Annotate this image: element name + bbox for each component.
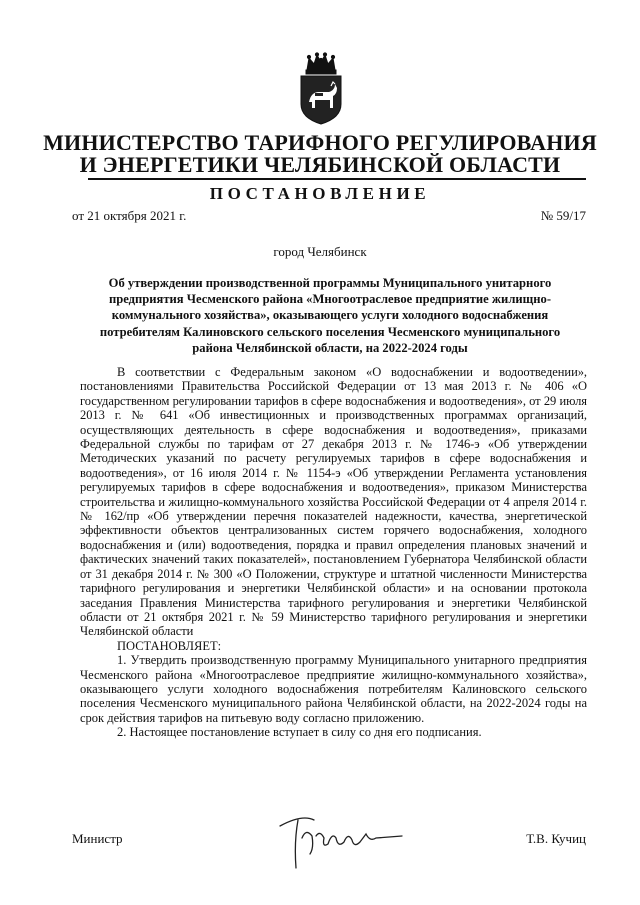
- resolution-item-2: 2. Настоящее постановление вступает в силу со дня его подписания.: [117, 725, 482, 740]
- signatory-role: Министр: [72, 831, 123, 846]
- document-number: № 59/17: [540, 208, 586, 223]
- document-city: город Челябинск: [273, 244, 367, 259]
- coat-of-arms-icon: [295, 52, 347, 126]
- header-divider: [88, 178, 586, 180]
- signatory-name: Т.В. Кучиц: [526, 831, 586, 846]
- ministry-name-line1: МИНИСТЕРСТВО ТАРИФНОГО РЕГУЛИРОВАНИЯ: [43, 130, 597, 155]
- preamble-paragraph: В соответствии с Федеральным законом «О водоснабжении и водоотведении», постановлениями Правительства Российской Федерации от 13 мая 2013 г. № 406 «О государственном регулировании тарифов в сфере водоснабжения и водоотведения», от 29 июля 2013 г. № 641 «Об инвестиционных и производственных программах организаций, осуществляющих деятельность в сфере водоснабжения и водоотведения», приказами Федеральной службы по тарифам от 27 декабря 2013 г. № 1746-э «Об утверждении Методических указаний по расчету регулируемых тарифов в сфере водоснабжения и водоотведения», от 16 июля 2014 г. № 1154-э «Об утверждении Регламента установления регулируемых тарифов в сфере водоснабжения и водоотведения», приказом Министерства строительства и жилищно-коммунального хозяйства Российской Федерации от 4 апреля 2014 г. № 162/пр «Об утверждении перечня показателей надежности, качества, энергетической эффективности объектов централизованных систем горячего водоснабжения, холодного водоснабжения и (или) водоотведения, порядка и правил определения плановых значений и фактических значений таких показателей», постановлением Губернатора Челябинской области от 31 декабря 2014 г. № 300 «О Положении, структуре и штатной численности Министерства тарифного регулирования и энергетики Челябинской области» и на основании протокола заседания Правления Министерства тарифного регулирования и энергетики Челябинской области от 21 октября 2021 г. № 59 Министерство тарифного регулирования и энергетики Челябинской области: [80, 365, 587, 639]
- handwritten-signature: [272, 808, 412, 872]
- resolution-item-1: 1. Утвердить производственную программу Муниципального унитарного предприятия Чесменского района «Многоотраслевое предприятие жилищно-коммунального хозяйства», оказывающего услуги холодного водоснабжения потребителям Калиновского сельского поселения Чесменского муниципального района Челябинской области, на 2022-2024 годы на срок действия тарифов на питьевую воду согласно приложению.: [80, 653, 587, 725]
- document-subject: Об утверждении производственной программы Муниципального унитарного предприятия Чесменского района «Многоотраслевое предприятие жилищно-коммунального хозяйства», оказывающего услуги холодного водоснабжения потребителям Калиновского сельского поселения Чесменского муниципального района Челябинской области, на 2022-2024 годы: [99, 276, 561, 355]
- document-date: от 21 октября 2021 г.: [72, 208, 187, 223]
- ministry-name-line2: И ЭНЕРГЕТИКИ ЧЕЛЯБИНСКОЙ ОБЛАСТИ: [79, 152, 561, 177]
- resolves-heading: ПОСТАНОВЛЯЕТ:: [117, 638, 222, 653]
- document-type: ПОСТАНОВЛЕНИЕ: [209, 184, 431, 203]
- document-body: [80, 365, 587, 740]
